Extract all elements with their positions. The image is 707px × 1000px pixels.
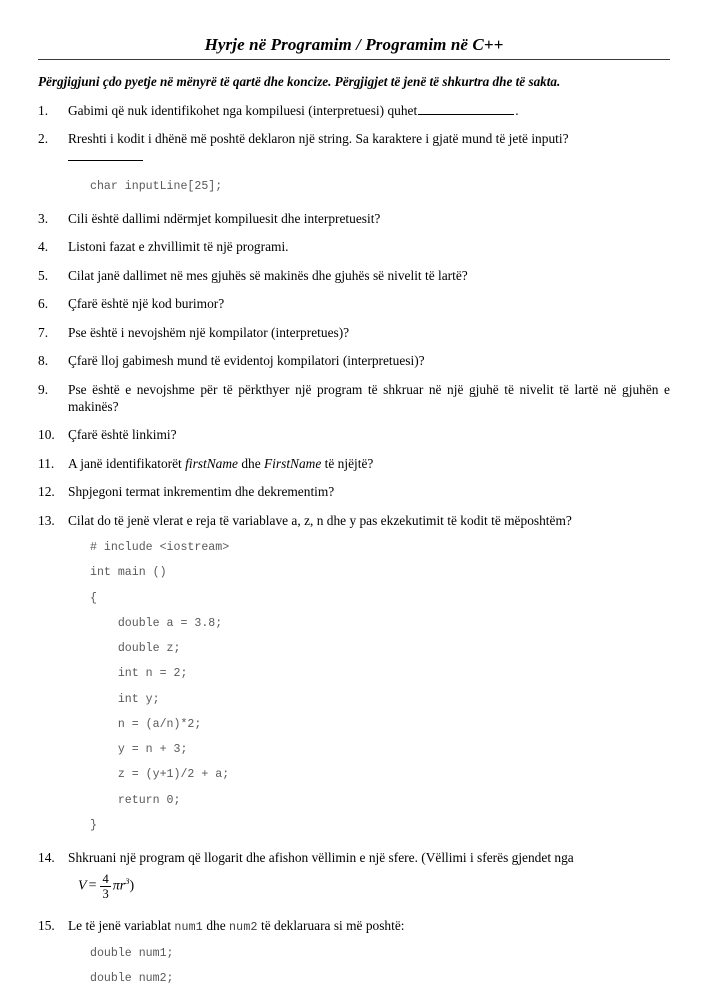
sphere-volume-formula: [68, 872, 670, 906]
formula-fraction: [100, 872, 110, 901]
formula-closing-paren: ): [129, 878, 135, 894]
identifier-first-name-pascal: FirstName: [264, 455, 322, 471]
identifier-first-name-camel: firstName: [185, 455, 238, 471]
question-number: 7.: [38, 324, 49, 340]
question-text-part3: të njëjtë?: [321, 455, 374, 471]
question-number: 12.: [38, 484, 55, 500]
answer-blank-row[interactable]: [68, 150, 670, 167]
formula-equals: =: [88, 878, 97, 894]
question-item-14: [38, 849, 670, 905]
question-number: 13.: [38, 512, 55, 528]
formula-variable: V: [78, 878, 87, 894]
code-line: {: [90, 591, 97, 605]
question-number: 14.: [38, 850, 55, 866]
instruction-text: Përgjigjuni çdo pyetje në mënyrë të qartë dhe koncize. Përgjigjet të jenë të shkurtra dhe të sakta.: [38, 74, 561, 89]
code-line: # include <iostream>: [90, 541, 230, 555]
question-text: Cili është dallimi ndërmjet kompiluesit dhe interpretuesit?: [68, 211, 381, 227]
question-text-part1: A janë identifikatorët: [68, 455, 186, 471]
question-number: 15.: [38, 917, 55, 933]
question-text-after: .: [515, 102, 519, 118]
code-snippet-declarations: [68, 941, 670, 992]
question-item-4: [38, 238, 670, 255]
code-line: }: [90, 819, 97, 833]
page-title: Hyrje në Programim / Programim në C++: [204, 35, 504, 54]
answer-blank[interactable]: [68, 159, 143, 161]
formula-exponent: 3: [125, 875, 130, 886]
inline-code-num2: num2: [229, 920, 258, 934]
question-item-8: [38, 352, 670, 369]
code-line: z = (y+1)/2 + a;: [90, 768, 230, 782]
code-snippet: char inputLine[25];: [90, 179, 223, 193]
question-text: [68, 455, 670, 472]
question-item-5: [38, 267, 670, 284]
question-item-9: [38, 381, 670, 416]
question-text-part3: të deklaruara si më poshtë:: [257, 917, 405, 933]
formula-radius: r: [119, 878, 126, 894]
code-line: double num2;: [90, 972, 174, 986]
inline-code-num1: num1: [174, 920, 203, 934]
question-text-part2: dhe: [202, 917, 229, 933]
question-text: Cilat do të jenë vlerat e reja të variablave a, z, n dhe y pas ekzekutimit të kodit të mëposhtëm?: [68, 512, 572, 528]
question-text: Çfarë është linkimi?: [68, 427, 177, 443]
question-number: 2.: [38, 130, 49, 146]
question-item-11: [38, 455, 670, 472]
code-line: double a = 3.8;: [90, 616, 223, 630]
question-text: Çfarë është një kod burimor?: [68, 296, 225, 312]
question-item-2: [38, 130, 670, 199]
question-text: [68, 102, 670, 119]
document-body: [38, 74, 670, 1000]
question-number: 10.: [38, 427, 55, 443]
question-text: Pse është i nevojshëm një kompilator (interpretues)?: [68, 324, 350, 340]
question-text: Shpjegoni termat inkrementim dhe dekrementim?: [68, 484, 335, 500]
question-item-10: [38, 426, 670, 443]
question-item-12: [38, 483, 670, 500]
formula-denominator: 3: [102, 886, 109, 901]
question-text: Çfarë lloj gabimesh mund të evidentoj kompilatori (interpretuesi)?: [68, 353, 425, 369]
code-line: double num1;: [90, 946, 174, 960]
question-number: 3.: [38, 211, 49, 227]
code-line: int y;: [90, 692, 160, 706]
question-number: 6.: [38, 296, 49, 312]
question-text: Rreshti i kodit i dhënë më poshtë deklaron një string. Sa karaktere i gjatë mund të jetë inputi?: [68, 130, 569, 146]
document-header: [38, 36, 670, 68]
question-text: Listoni fazat e zhvillimit të një programi.: [68, 239, 289, 255]
question-item-6: [38, 295, 670, 312]
answer-blank[interactable]: [418, 103, 514, 115]
question-number: 9.: [38, 381, 49, 397]
question-text: [68, 917, 670, 935]
question-text-part1: Le të jenë variablat: [68, 917, 175, 933]
question-number: 4.: [38, 239, 49, 255]
question-number: 1.: [38, 102, 49, 118]
question-text: Pse është e nevojshme për të përkthyer një program të shkruar në një gjuhë të nivelit të lartë në gjuhën e makinës?: [68, 381, 670, 414]
question-item-13: [38, 512, 670, 839]
question-number: 5.: [38, 267, 49, 283]
question-text-part2: dhe: [237, 455, 264, 471]
question-text: Shkruani një program që llogarit dhe afishon vëllimin e një sfere. (Vëllimi i sferës gjendet nga: [68, 850, 574, 866]
question-text-before: Gabimi që nuk identifikohet nga kompiluesi (interpretuesi) quhet: [68, 102, 418, 118]
code-snippet-program: [68, 535, 670, 838]
question-item-1: [38, 102, 670, 119]
question-text: Cilat janë dallimet në mes gjuhës së makinës dhe gjuhës së nivelit të lartë?: [68, 267, 468, 283]
code-line: n = (a/n)*2;: [90, 717, 202, 731]
question-item-15: [38, 917, 670, 992]
code-line: double z;: [90, 642, 181, 656]
code-line: y = n + 3;: [90, 743, 188, 757]
formula-numerator: 4: [102, 871, 109, 886]
question-number: 8.: [38, 353, 49, 369]
question-item-7: [38, 324, 670, 341]
formula-pi: π: [112, 878, 120, 894]
header-divider: [38, 59, 670, 60]
code-line: int main (): [90, 566, 167, 580]
question-list: [38, 102, 670, 992]
question-item-3: [38, 210, 670, 227]
code-line: int n = 2;: [90, 667, 188, 681]
question-number: 11.: [38, 455, 55, 471]
code-line: return 0;: [90, 793, 181, 807]
